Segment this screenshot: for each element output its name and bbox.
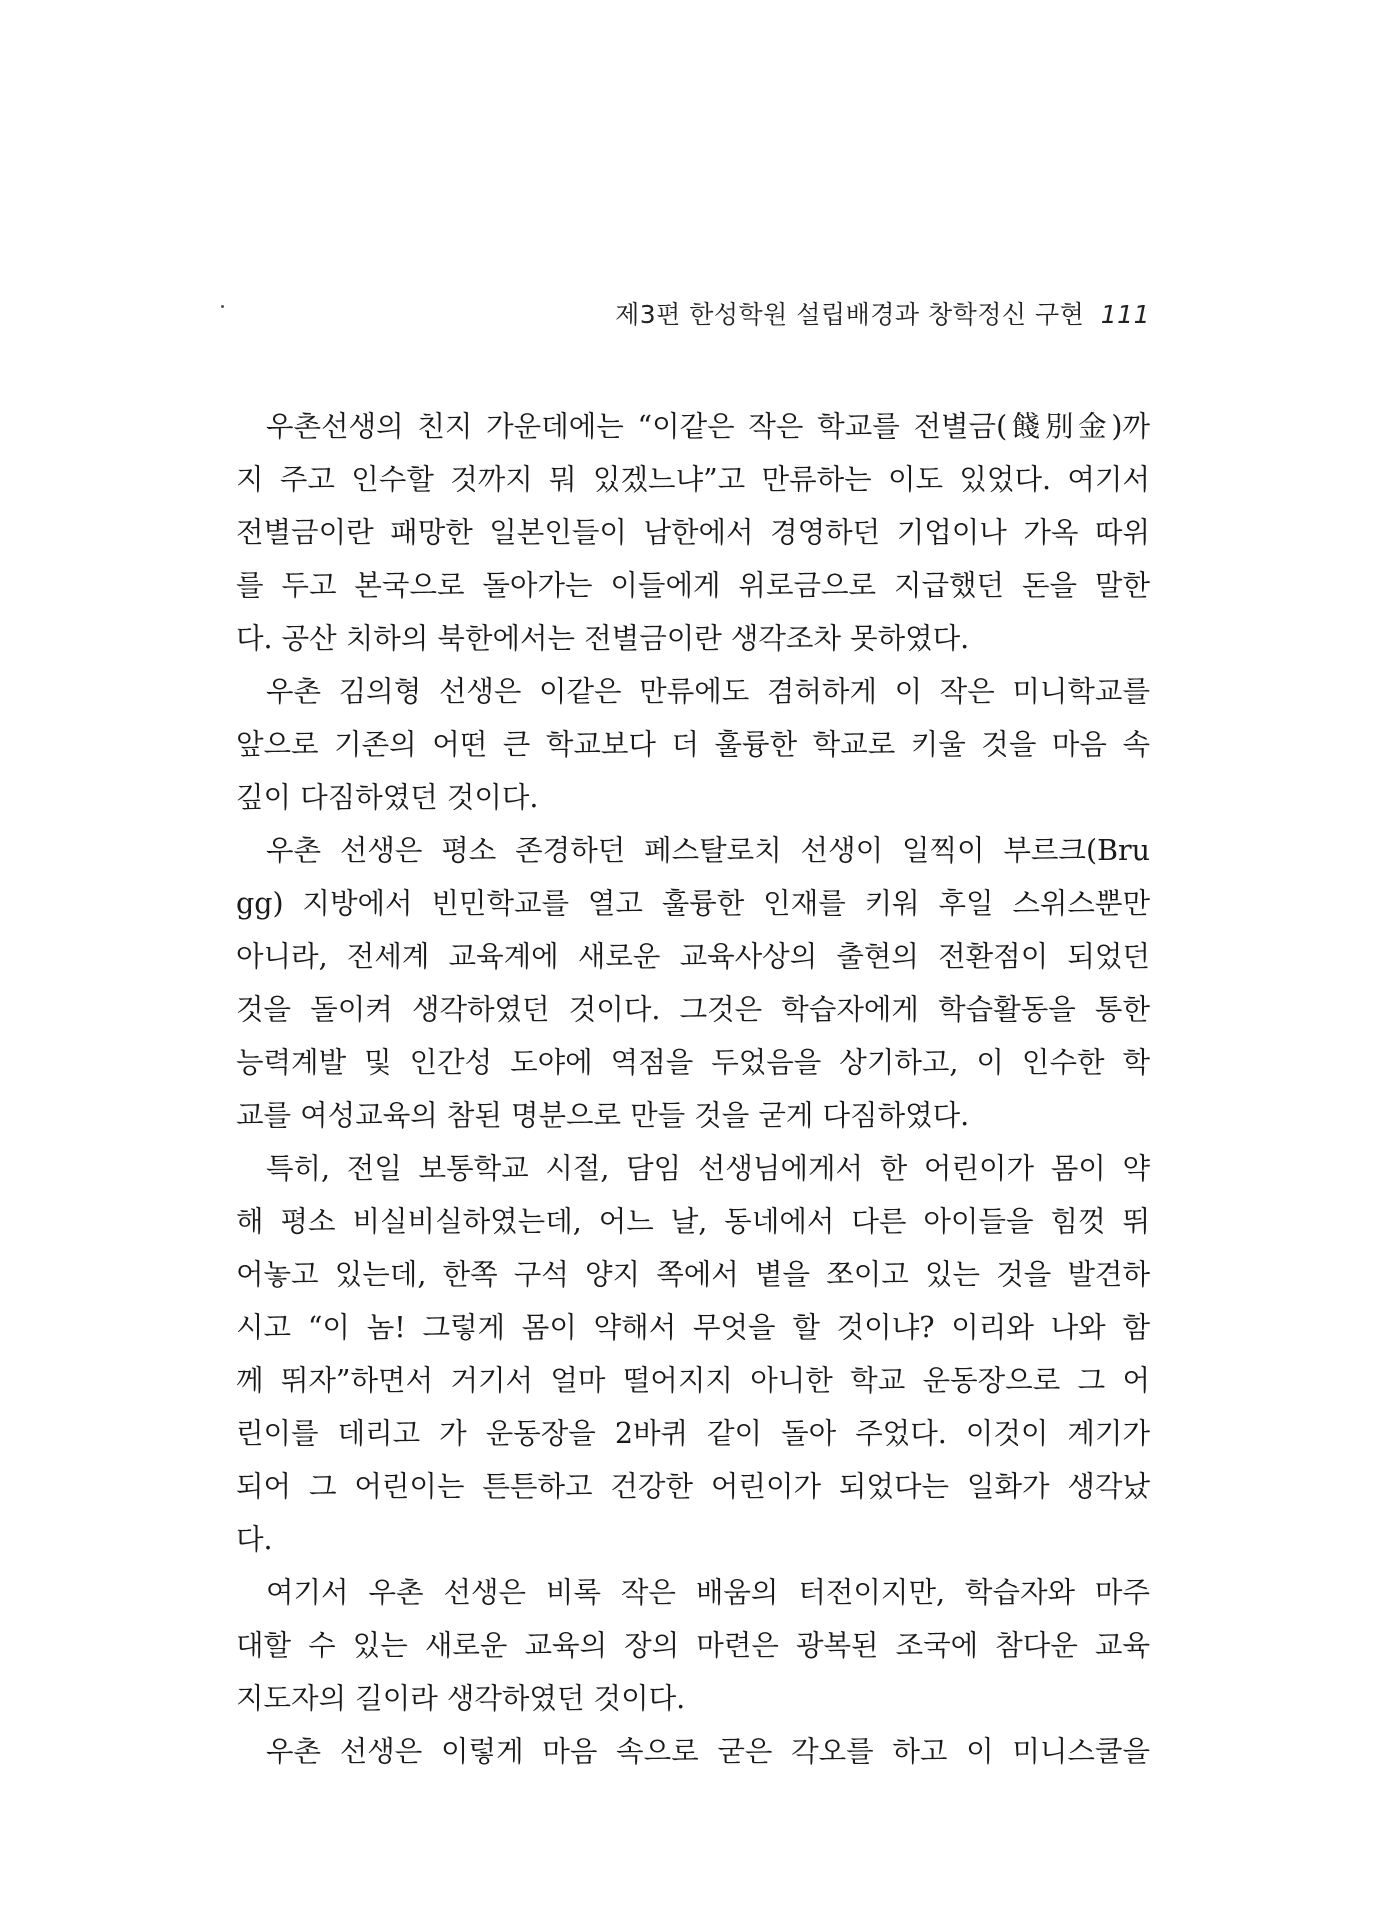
scan-speck — [221, 305, 224, 308]
text-line: 다. — [236, 1523, 273, 1556]
text-line: 대할 수 있는 새로운 교육의 장의 마련은 광복된 조국에 참다운 교육 — [236, 1629, 1150, 1662]
text-line: 지 주고 인수할 것까지 뭐 있겠느냐”고 만류하는 이도 있었다. 여기서 — [236, 463, 1150, 496]
text-line: 교를 여성교육의 참된 명분으로 만들 것을 굳게 다짐하였다. — [236, 1099, 970, 1132]
text-line: 우촌선생의 친지 가운데에는 “이같은 작은 학교를 전별금(餞別金)까 — [266, 410, 1150, 443]
text-line: 어놓고 있는데, 한쪽 구석 양지 쪽에서 볕을 쪼이고 있는 것을 발견하 — [236, 1258, 1150, 1291]
text-line: 다. 공산 치하의 북한에서는 전별금이란 생각조차 못하였다. — [236, 622, 970, 655]
text-line: 특히, 전일 보통학교 시절, 담임 선생님에게서 한 어린이가 몸이 약 — [266, 1152, 1150, 1185]
running-header — [615, 295, 1150, 331]
text-line: 깊이 다짐하였던 것이다. — [236, 781, 539, 814]
text-line: 되어 그 어린이는 튼튼하고 건강한 어린이가 되었다는 일화가 생각났 — [236, 1470, 1150, 1503]
page-number: 111 — [1100, 300, 1150, 329]
text-line: 우촌 선생은 평소 존경하던 페스탈로치 선생이 일찍이 부르크(Bru — [266, 834, 1150, 867]
text-line: 것을 돌이켜 생각하였던 것이다. 그것은 학습자에게 학습활동을 통한 — [236, 993, 1150, 1026]
text-line: 능력계발 및 인간성 도야에 역점을 두었음을 상기하고, 이 인수한 학 — [236, 1046, 1150, 1079]
text-line: gg) 지방에서 빈민학교를 열고 훌륭한 인재를 키워 후일 스위스뿐만 — [236, 887, 1150, 920]
text-line: 우촌 김의형 선생은 이같은 만류에도 겸허하게 이 작은 미니학교를 — [266, 675, 1150, 708]
text-line: 께 뛰자”하면서 거기서 얼마 떨어지지 아니한 학교 운동장으로 그 어 — [236, 1364, 1150, 1397]
text-line: 린이를 데리고 가 운동장을 2바퀴 같이 돌아 주었다. 이것이 계기가 — [236, 1417, 1150, 1450]
text-line: 앞으로 기존의 어떤 큰 학교보다 더 훌륭한 학교로 키울 것을 마음 속 — [236, 728, 1150, 761]
body-text — [236, 400, 1150, 1778]
text-line: 를 두고 본국으로 돌아가는 이들에게 위로금으로 지급했던 돈을 말한 — [236, 569, 1150, 602]
text-line: 여기서 우촌 선생은 비록 작은 배움의 터전이지만, 학습자와 마주 — [266, 1576, 1150, 1609]
text-line: 아니라, 전세계 교육계에 새로운 교육사상의 출현의 전환점이 되었던 — [236, 940, 1150, 973]
text-line: 우촌 선생은 이렇게 마음 속으로 굳은 각오를 하고 이 미니스쿨을 — [266, 1735, 1150, 1768]
chapter-title: 제3편 한성학원 설립배경과 창학정신 구현 — [615, 300, 1085, 329]
text-line: 전별금이란 패망한 일본인들이 남한에서 경영하던 기업이나 가옥 따위 — [236, 516, 1150, 549]
text-line: 해 평소 비실비실하였는데, 어느 날, 동네에서 다른 아이들을 힘껏 뛰 — [236, 1205, 1150, 1238]
text-line: 시고 “이 놈! 그렇게 몸이 약해서 무엇을 할 것이냐? 이리와 나와 함 — [236, 1311, 1150, 1344]
text-line: 지도자의 길이라 생각하였던 것이다. — [236, 1682, 686, 1715]
